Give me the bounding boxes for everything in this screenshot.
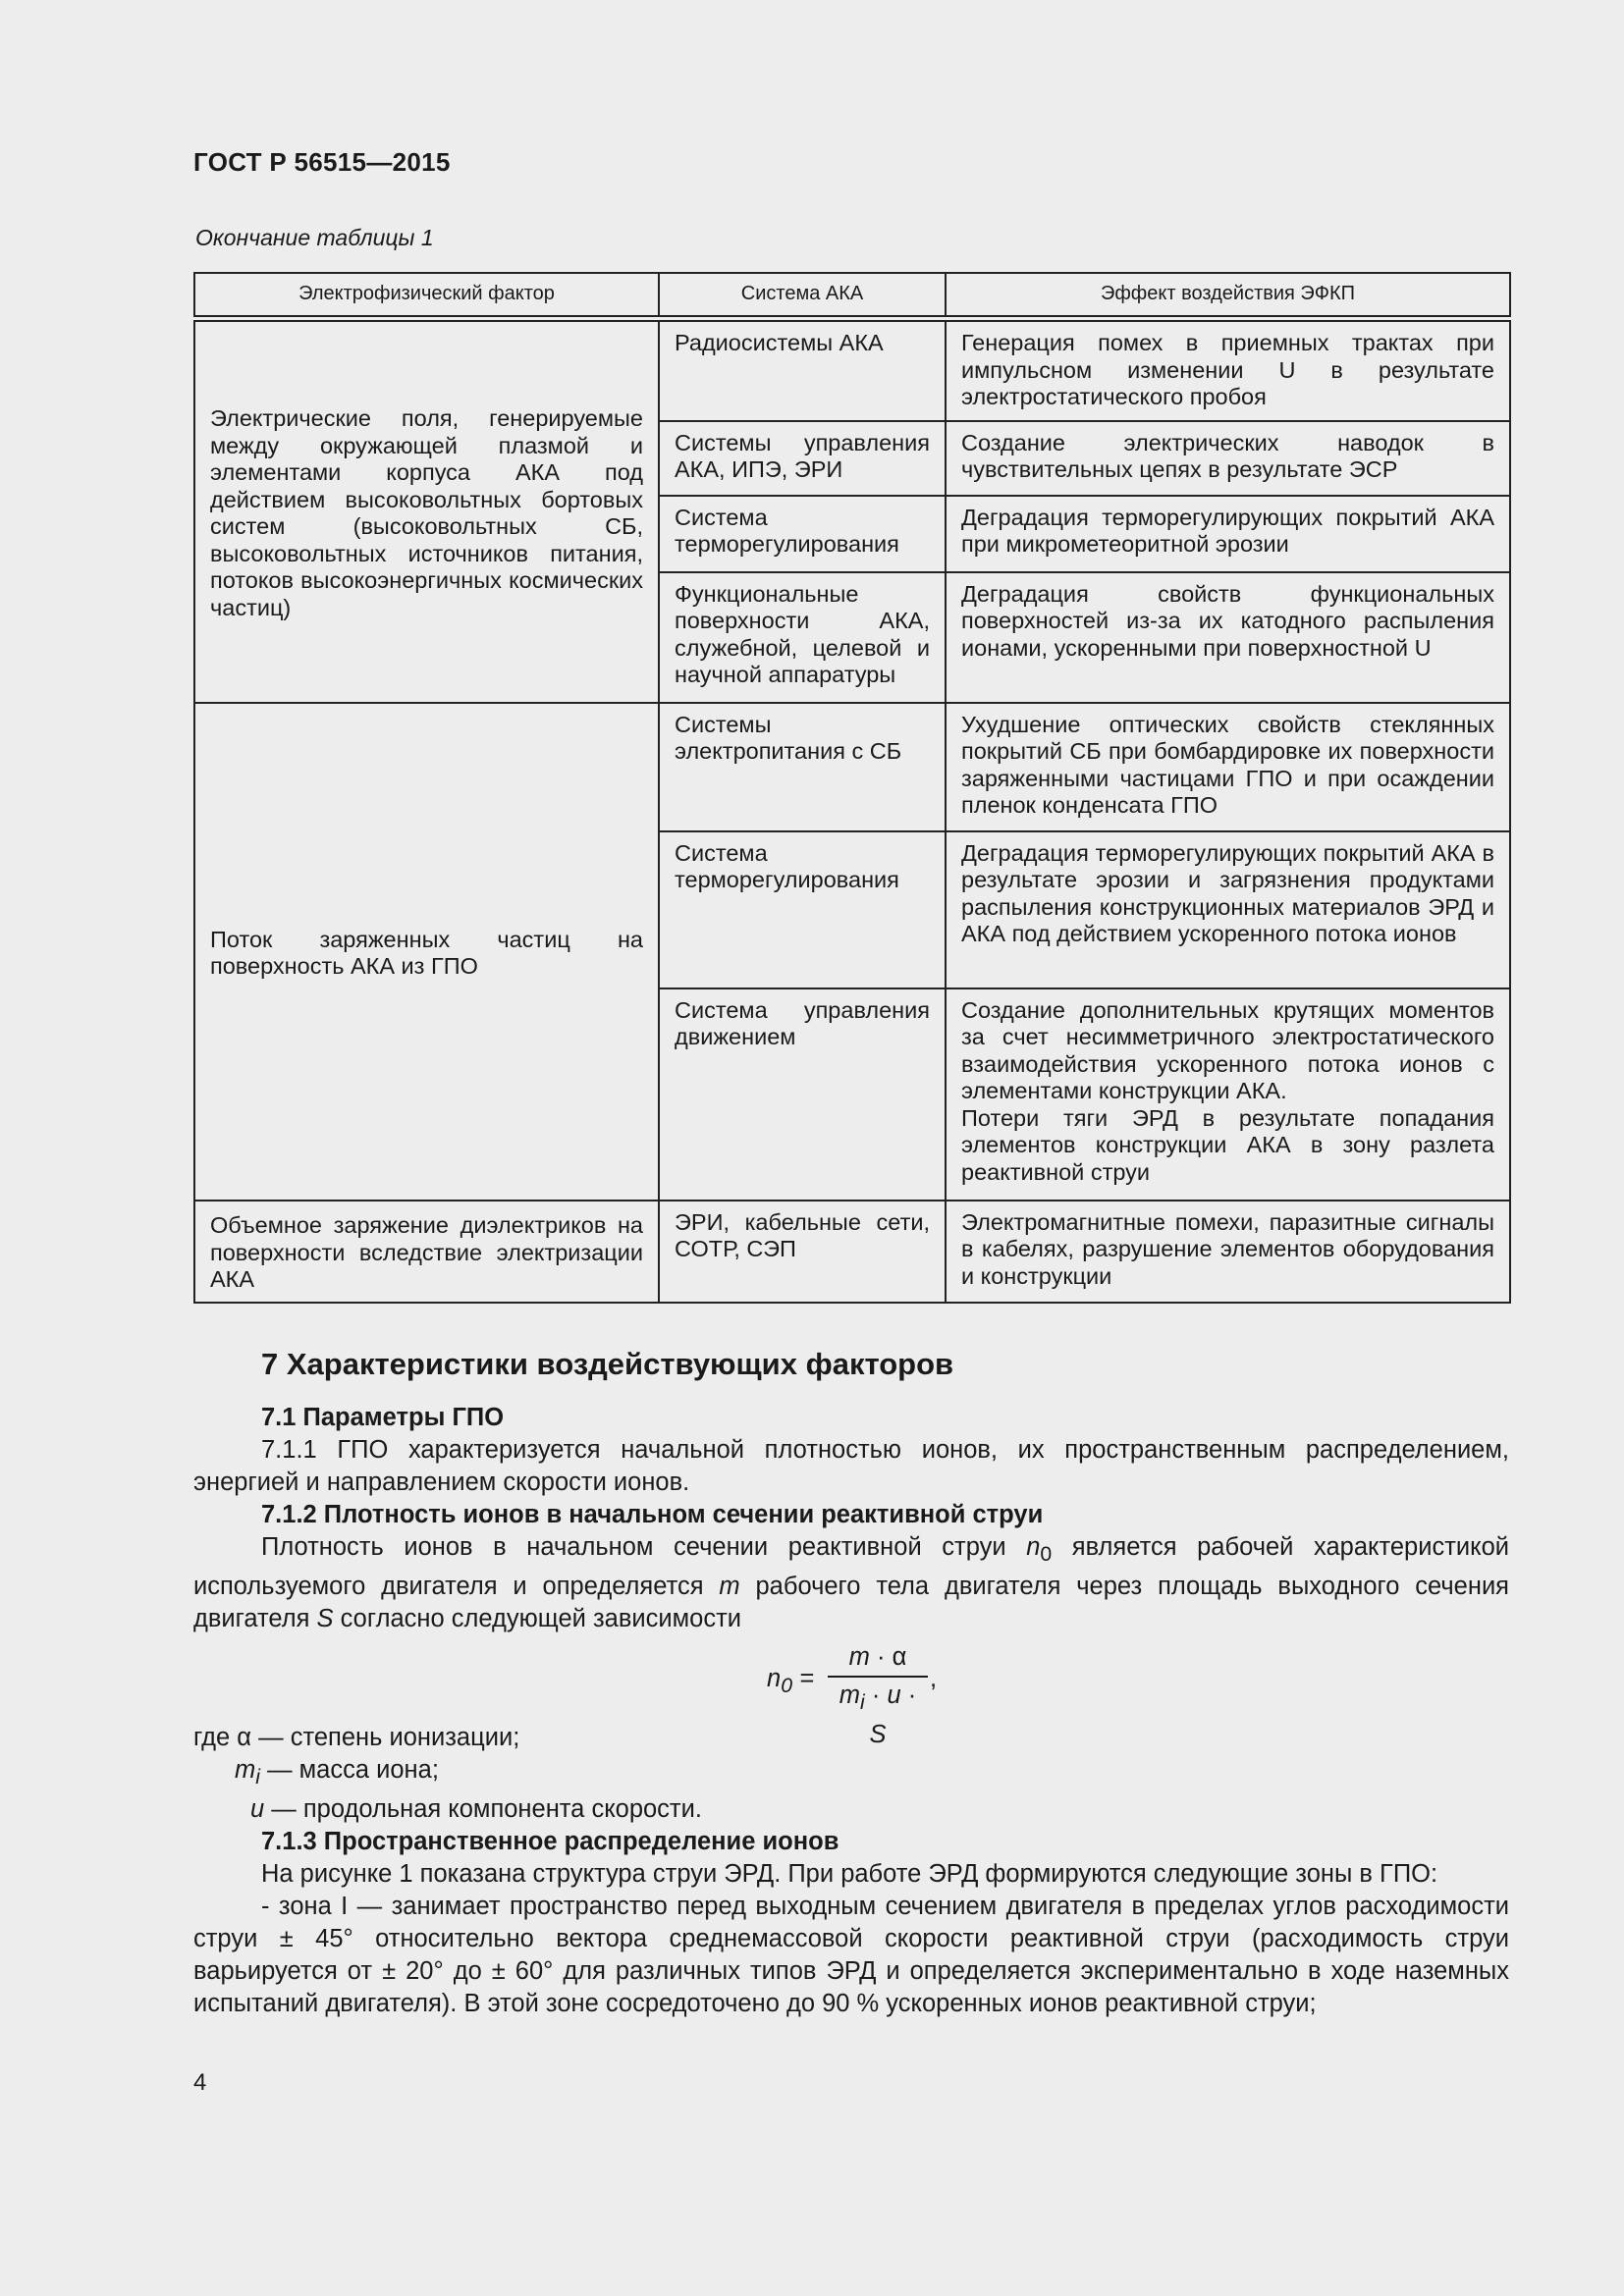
- section-title: 7 Характеристики воздействующих факторов: [261, 1347, 954, 1381]
- formula-numerator: m · α: [828, 1641, 928, 1678]
- effect-text: Потери тяги ЭРД в результате попадания элементов конструкции АКА в зону разлета реактивной струи: [961, 1104, 1494, 1185]
- effect-cell: Деградация терморегулирующих покрытий АКА при микрометеоритной эрозии: [946, 496, 1510, 572]
- formula-denominator: $m_i \cdot u \cdot S$: [839, 1682, 917, 1749]
- factor-cell: Объемное заряжение диэлектриков на поверхности вследствие электризации АКА: [194, 1201, 659, 1303]
- effect-text: Создание дополнительных крутящих моментов за счет несимметричного электростатического взаимодействия ускоренного потока ионов с элементами конструкции АКА.: [961, 996, 1494, 1103]
- formula-fraction: [828, 1641, 928, 1751]
- factors-table: [193, 272, 1511, 1304]
- system-cell: Радиосистемы АКА: [659, 319, 946, 421]
- column-header-effect: Эффект воздействия ЭФКП: [946, 273, 1510, 319]
- system-cell: Системы электропитания с СБ: [659, 703, 946, 831]
- table-row: [194, 319, 1510, 421]
- paragraph: На рисунке 1 показана структура струи ЭРД. При работе ЭРД формируются следующие зоны в ГПО:: [261, 1860, 1438, 1889]
- effect-cell: Генерация помех в приемных трактах при импульсном изменении U в результате электростатического пробоя: [946, 319, 1510, 421]
- legend-item: $m_i$ — масса иона;: [235, 1756, 439, 1789]
- system-cell: Система терморегулирования: [659, 496, 946, 572]
- system-cell: Функциональные поверхности АКА, служебной, целевой и научной аппаратуры: [659, 572, 946, 703]
- effect-cell: Электромагнитные помехи, паразитные сигналы в кабелях, разрушение элементов оборудования и конструкции: [946, 1201, 1510, 1303]
- legend-item: где α — степень ионизации;: [193, 1724, 520, 1752]
- formula-lhs: $n_0$ =: [767, 1665, 814, 1698]
- page-number: 4: [193, 2069, 207, 2096]
- document-header: ГОСТ Р 56515—2015: [193, 147, 451, 177]
- table-header-row: [194, 273, 1510, 319]
- effect-cell: [946, 988, 1510, 1201]
- subsection-title: 7.1.3 Пространственное распределение ионов: [261, 1828, 839, 1856]
- table-row: [194, 703, 1510, 831]
- effect-cell: Деградация свойств функциональных поверхностей из-за их катодного распыления ионами, ускоренными при поверхностной U: [946, 572, 1510, 703]
- effect-cell: Ухудшение оптических свойств стеклянных покрытий СБ при бомбардировке их поверхности заряженными частицами ГПО и при осаждении пленок конденсата ГПО: [946, 703, 1510, 831]
- effect-cell: Деградация терморегулирующих покрытий АКА в результате эрозии и загрязнения продуктами распыления конструкционных материалов ЭРД и АКА под действием ускоренного потока ионов: [946, 831, 1510, 988]
- column-header-system: Система АКА: [659, 273, 946, 319]
- factor-cell: Электрические поля, генерируемые между окружающей плазмой и элементами корпуса АКА под действием высоковольтных бортовых систем (высоковольтных СБ, высоковольтных источников питания, потоков высокоэнергичных космических частиц): [194, 319, 659, 703]
- formula-tail: ,: [930, 1665, 938, 1693]
- subsection-title: 7.1 Параметры ГПО: [261, 1404, 505, 1431]
- subsection-title: 7.1.2 Плотность ионов в начальном сечении реактивной струи: [261, 1501, 1044, 1528]
- legend-item: u — продольная компонента скорости.: [250, 1795, 702, 1824]
- system-cell: Система управления движением: [659, 988, 946, 1201]
- paragraph: Плотность ионов в начальном сечении реактивной струи $n_0$ является рабочей характеристикой используемого двигателя и определяется m рабочего тела двигателя через площадь выходного сечения двигателя S согласно следующей зависимости: [193, 1533, 1509, 1633]
- effect-cell: Создание электрических наводок в чувствительных цепях в результате ЭСР: [946, 421, 1510, 496]
- system-cell: ЭРИ, кабельные сети, СОТР, СЭП: [659, 1201, 946, 1303]
- system-cell: Система терморегулирования: [659, 831, 946, 988]
- section-body: [193, 1402, 1509, 2020]
- column-header-factor: Электрофизический фактор: [194, 273, 659, 319]
- table-caption: Окончание таблицы 1: [195, 225, 434, 250]
- system-cell: Системы управления АКА, ИПЭ, ЭРИ: [659, 421, 946, 496]
- factor-cell: Поток заряженных частиц на поверхность АКА из ГПО: [194, 703, 659, 1201]
- table-row: [194, 1201, 1510, 1303]
- paragraph: - зона I — занимает пространство перед выходным сечением двигателя в пределах углов расходимости струи ± 45° относительно вектора среднемассовой скорости реактивной струи (расходимость струи варьируется от ± 20° до ± 60° для различных типов ЭРД и определяется экспериментально в ходе наземных испытаний двигателя). В этой зоне сосредоточено до 90 % ускоренных ионов реактивной струи;: [193, 1893, 1509, 2018]
- paragraph: 7.1.1 ГПО характеризуется начальной плотностью ионов, их пространственным распределением, энергией и направлением скорости ионов.: [193, 1436, 1509, 1496]
